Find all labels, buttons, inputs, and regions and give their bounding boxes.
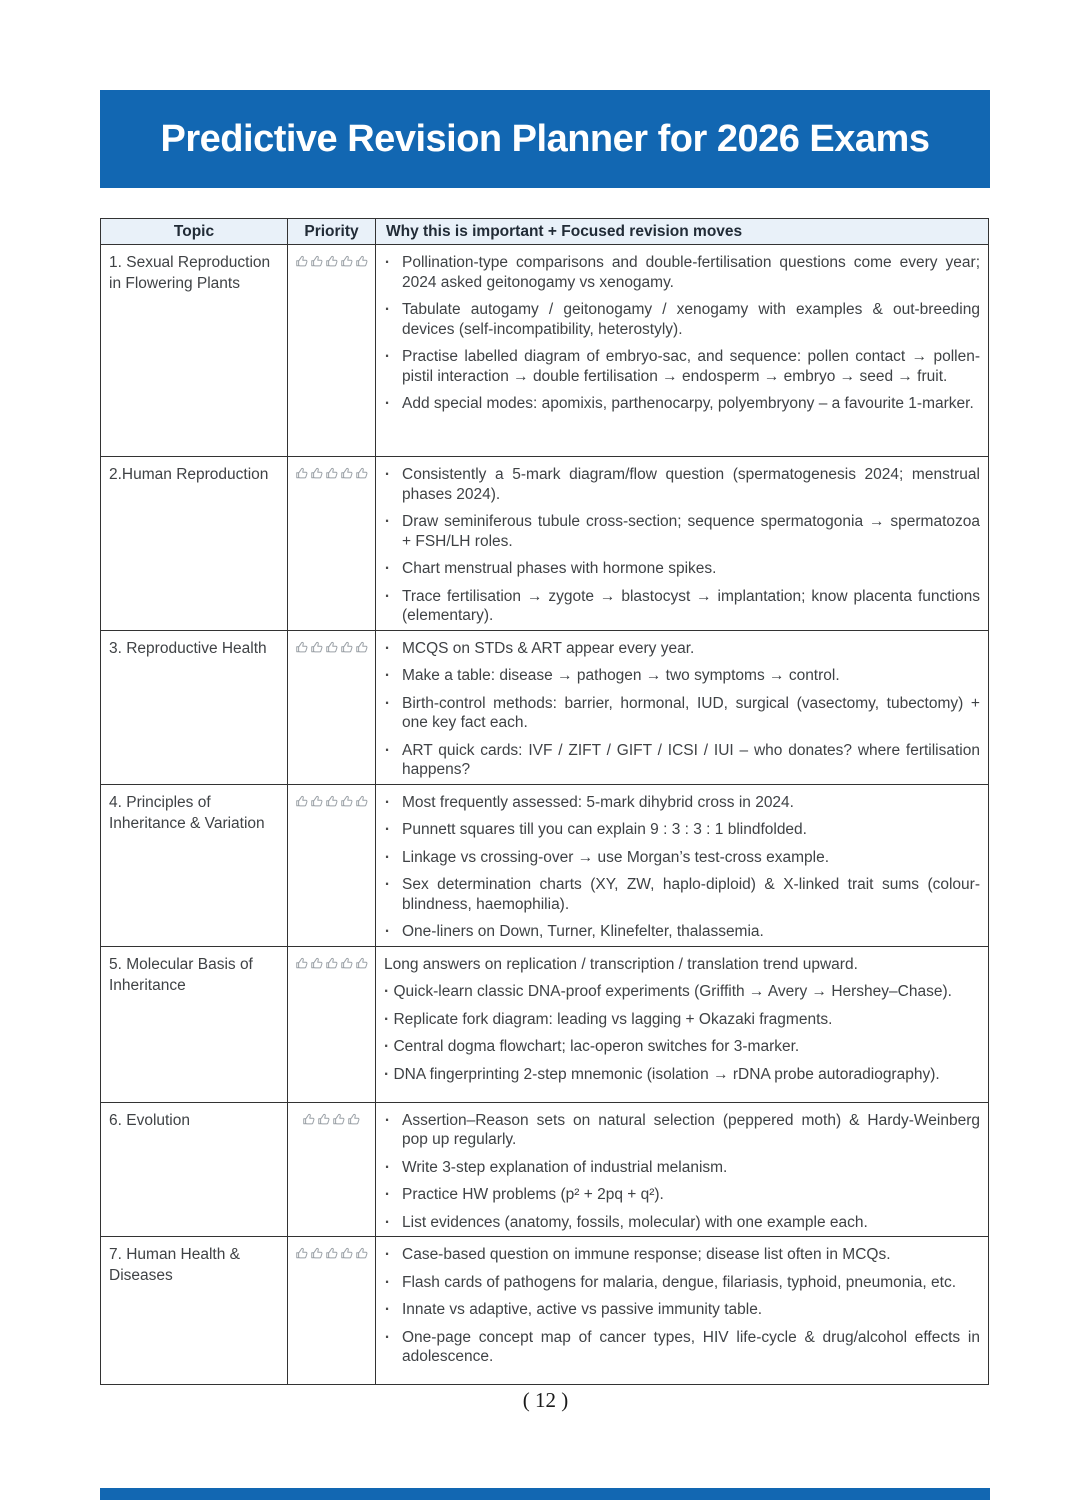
title-banner <box>100 90 990 188</box>
list-item <box>382 394 980 414</box>
revision-planner-table <box>100 218 989 1385</box>
page-title: Predictive Revision Planner for 2026 Exams <box>160 117 930 160</box>
list-item <box>382 587 980 626</box>
bullet-icon: · <box>384 694 391 712</box>
revision-moves-cell <box>376 784 989 946</box>
bullet-icon: · <box>384 1111 391 1129</box>
list-item-text: Case-based question on immune response; disease list often in MCQs. <box>402 1246 891 1264</box>
table-row <box>101 457 989 631</box>
thumbs-up-icon <box>355 794 369 808</box>
bullet-icon: · <box>384 301 391 319</box>
thumbs-up-icon <box>347 1112 361 1126</box>
list-item <box>382 1245 980 1265</box>
revision-moves-cell <box>376 1237 989 1385</box>
table-row <box>101 245 989 457</box>
list-item <box>382 793 980 813</box>
list-item <box>382 694 980 733</box>
list-item-text: Add special modes: apomixis, parthenocarpy, polyembryony – a favourite 1-marker. <box>402 395 974 413</box>
priority-rating <box>288 640 375 654</box>
list-item <box>382 1300 980 1320</box>
revision-planner <box>100 218 988 1385</box>
thumbs-up-icon <box>295 466 309 480</box>
table-row <box>101 1102 989 1237</box>
table-body <box>101 245 989 1385</box>
bullet-icon: · <box>384 876 391 894</box>
thumbs-up-icon <box>310 254 324 268</box>
list-item: · Central dogma flowchart; lac-operon switches for 3-marker. <box>384 1038 800 1056</box>
topic-cell: 5. Molecular Basis of Inheritance <box>101 946 288 1102</box>
thumbs-up-icon <box>310 1246 324 1260</box>
priority-rating <box>288 466 375 480</box>
table-row <box>101 1237 989 1385</box>
list-item-text: Write 3-step explanation of industrial melanism. <box>402 1158 728 1176</box>
list-item <box>382 253 980 292</box>
thumbs-up-icon <box>340 640 354 654</box>
list-item <box>382 1273 980 1293</box>
topic-cell: 7. Human Health & Diseases <box>101 1237 288 1385</box>
list-item <box>382 1213 980 1233</box>
bullet-icon: · <box>384 848 391 866</box>
list-item-text: Flash cards of pathogens for malaria, dengue, filariasis, typhoid, pneumonia, etc. <box>402 1273 957 1291</box>
thumbs-up-icon <box>355 1246 369 1260</box>
list-item <box>382 741 980 780</box>
revision-moves-cell <box>376 245 989 457</box>
list-item <box>382 820 980 840</box>
bullet-icon: · <box>384 1158 391 1176</box>
priority-cell <box>288 784 376 946</box>
priority-cell <box>288 1102 376 1237</box>
table-header-row <box>101 219 989 245</box>
priority-cell <box>288 630 376 784</box>
topic-cell: 3. Reproductive Health <box>101 630 288 784</box>
thumbs-up-icon <box>302 1112 316 1126</box>
table-row <box>101 946 989 1102</box>
list-item-text: Trace fertilisation → zygote → blastocyst → implantation; know placenta functions (elementary). <box>402 587 980 625</box>
thumbs-up-icon <box>317 1112 331 1126</box>
list-item-text: Innate vs adaptive, active vs passive immunity table. <box>402 1301 763 1319</box>
list-item <box>382 1111 980 1150</box>
column-header-moves: Why this is important + Focused revision moves <box>376 219 989 245</box>
list-item <box>382 848 980 868</box>
bullet-icon: · <box>384 1213 391 1231</box>
thumbs-up-icon <box>325 956 339 970</box>
thumbs-up-icon <box>325 254 339 268</box>
thumbs-up-icon <box>340 956 354 970</box>
next-page-banner-edge <box>100 1488 990 1500</box>
thumbs-up-icon <box>325 466 339 480</box>
list-item: · DNA fingerprinting 2-step mnemonic (isolation → rDNA probe autoradiography). <box>384 1065 940 1083</box>
priority-cell <box>288 946 376 1102</box>
bullet-icon: · <box>384 1038 394 1056</box>
list-item-text: MCQS on STDs & ART appear every year. <box>402 639 695 657</box>
bullet-icon: · <box>384 513 391 531</box>
bullet-icon: · <box>384 639 391 657</box>
thumbs-up-icon <box>295 640 309 654</box>
bullet-icon: · <box>384 560 391 578</box>
thumbs-up-icon <box>340 794 354 808</box>
list-item-text: Make a table: disease → pathogen → two symptoms → control. <box>402 667 840 685</box>
list-item-text: Practice HW problems (p² + 2pq + q²). <box>402 1186 664 1204</box>
list-item: Long answers on replication / transcription / translation trend upward. <box>384 955 858 973</box>
bullet-icon: · <box>384 793 391 811</box>
thumbs-up-icon <box>325 794 339 808</box>
bullet-icon: · <box>384 1065 394 1083</box>
bullet-icon: · <box>384 395 391 413</box>
bullet-icon: · <box>384 1273 391 1291</box>
thumbs-up-icon <box>295 794 309 808</box>
revision-moves-cell <box>376 630 989 784</box>
bullet-icon: · <box>384 821 391 839</box>
bullet-icon: · <box>384 254 391 271</box>
thumbs-up-icon <box>355 254 369 268</box>
list-item <box>382 922 980 942</box>
column-header-topic: Topic <box>101 219 288 245</box>
page-number: ( 12 ) <box>522 1388 569 1412</box>
table-row <box>101 784 989 946</box>
list-item-text: Chart menstrual phases with hormone spikes. <box>402 560 717 578</box>
thumbs-up-icon <box>295 1246 309 1260</box>
list-item: · Quick-learn classic DNA-proof experiments (Griffith → Avery → Hershey–Chase). <box>384 983 952 1001</box>
list-item <box>382 512 980 551</box>
bullet-icon: · <box>384 923 391 941</box>
priority-rating <box>288 956 375 970</box>
revision-moves-cell <box>376 1102 989 1237</box>
bullet-icon: · <box>384 1010 394 1028</box>
list-item <box>382 347 980 386</box>
revision-moves-cell <box>376 457 989 631</box>
list-item-text: One-page concept map of cancer types, HIV life-cycle & drug/alcohol effects in adolescence. <box>402 1328 980 1366</box>
thumbs-up-icon <box>310 794 324 808</box>
thumbs-up-icon <box>295 956 309 970</box>
bullet-icon: · <box>384 587 391 605</box>
list-item <box>382 300 980 339</box>
list-item <box>382 666 980 686</box>
list-item-text: Draw seminiferous tubule cross-section; sequence spermatogonia → spermatozoa + FSH/LH roles. <box>402 513 980 550</box>
bullet-icon: · <box>384 1328 391 1346</box>
revision-moves-cell <box>376 946 989 1102</box>
list-item-text: Assertion–Reason sets on natural selection (peppered moth) & Hardy-Weinberg pop up regularly. <box>402 1111 980 1149</box>
list-item-text: Linkage vs crossing-over → use Morgan’s test-cross example. <box>402 848 829 866</box>
list-item-text: Sex determination charts (XY, ZW, haplo-diploid) & X-linked trait sums (colour-blindness, haemophilia). <box>402 876 980 913</box>
priority-cell <box>288 245 376 457</box>
list-item-text: Consistently a 5-mark diagram/flow question (spermatogenesis 2024; menstrual phases 2024). <box>402 466 980 503</box>
list-item-text: Punnett squares till you can explain 9 : 3 : 3 : 1 blindfolded. <box>402 821 807 839</box>
list-item-text: One-liners on Down, Turner, Klinefelter, thalassemia. <box>402 923 764 941</box>
thumbs-up-icon <box>332 1112 346 1126</box>
topic-cell: 2.Human Reproduction <box>101 457 288 631</box>
thumbs-up-icon <box>340 1246 354 1260</box>
topic-cell: 1. Sexual Reproduction in Flowering Plants <box>101 245 288 457</box>
priority-rating <box>288 1246 375 1260</box>
bullet-icon: · <box>384 667 391 685</box>
thumbs-up-icon <box>325 640 339 654</box>
thumbs-up-icon <box>340 254 354 268</box>
thumbs-up-icon <box>340 466 354 480</box>
list-item <box>382 639 980 659</box>
priority-rating <box>288 1112 375 1126</box>
bullet-icon: · <box>384 983 394 1001</box>
list-item <box>382 1158 980 1178</box>
list-item <box>382 1328 980 1367</box>
list-item-text: Practise labelled diagram of embryo-sac, and sequence: pollen contact → pollen-pistil interaction → double fertilisation → endosperm → embryo → seed → fruit. <box>402 348 980 385</box>
list-item <box>382 875 980 914</box>
list-item-text: Pollination-type comparisons and double-fertilisation questions come every year; 2024 asked geitonogamy vs xenogamy. <box>402 254 980 291</box>
bullet-icon: · <box>384 1246 391 1264</box>
priority-cell <box>288 1237 376 1385</box>
list-item <box>382 1185 980 1205</box>
thumbs-up-icon <box>355 640 369 654</box>
thumbs-up-icon <box>325 1246 339 1260</box>
list-item <box>382 559 980 579</box>
page-footer <box>0 1388 1091 1413</box>
list-item-text: ART quick cards: IVF / ZIFT / GIFT / ICSI / IUI – who donates? where fertilisation happens? <box>402 741 980 779</box>
thumbs-up-icon <box>310 956 324 970</box>
thumbs-up-icon <box>355 956 369 970</box>
list-item: · Replicate fork diagram: leading vs lagging + Okazaki fragments. <box>384 1010 833 1028</box>
priority-cell <box>288 457 376 631</box>
list-item <box>382 465 980 504</box>
list-item-text: Birth-control methods: barrier, hormonal, IUD, surgical (vasectomy, tubectomy) + one key fact each. <box>402 694 980 732</box>
thumbs-up-icon <box>310 466 324 480</box>
bullet-icon: · <box>384 466 391 483</box>
bullet-icon: · <box>384 741 391 759</box>
list-item-text: List evidences (anatomy, fossils, molecular) with one example each. <box>402 1213 868 1231</box>
bullet-icon: · <box>384 1186 391 1204</box>
bullet-icon: · <box>384 348 391 366</box>
bullet-icon: · <box>384 1301 391 1319</box>
topic-cell: 6. Evolution <box>101 1102 288 1237</box>
priority-rating <box>288 794 375 808</box>
thumbs-up-icon <box>310 640 324 654</box>
list-item-text: Tabulate autogamy / geitonogamy / xenogamy with examples & out-breeding devices (self-incompatibility, heterostyly). <box>402 301 980 338</box>
column-header-priority: Priority <box>288 219 376 245</box>
thumbs-up-icon <box>355 466 369 480</box>
table-row <box>101 630 989 784</box>
priority-rating <box>288 254 375 268</box>
topic-cell: 4. Principles of Inheritance & Variation <box>101 784 288 946</box>
thumbs-up-icon <box>295 254 309 268</box>
list-item-text: Most frequently assessed: 5-mark dihybrid cross in 2024. <box>402 793 794 811</box>
